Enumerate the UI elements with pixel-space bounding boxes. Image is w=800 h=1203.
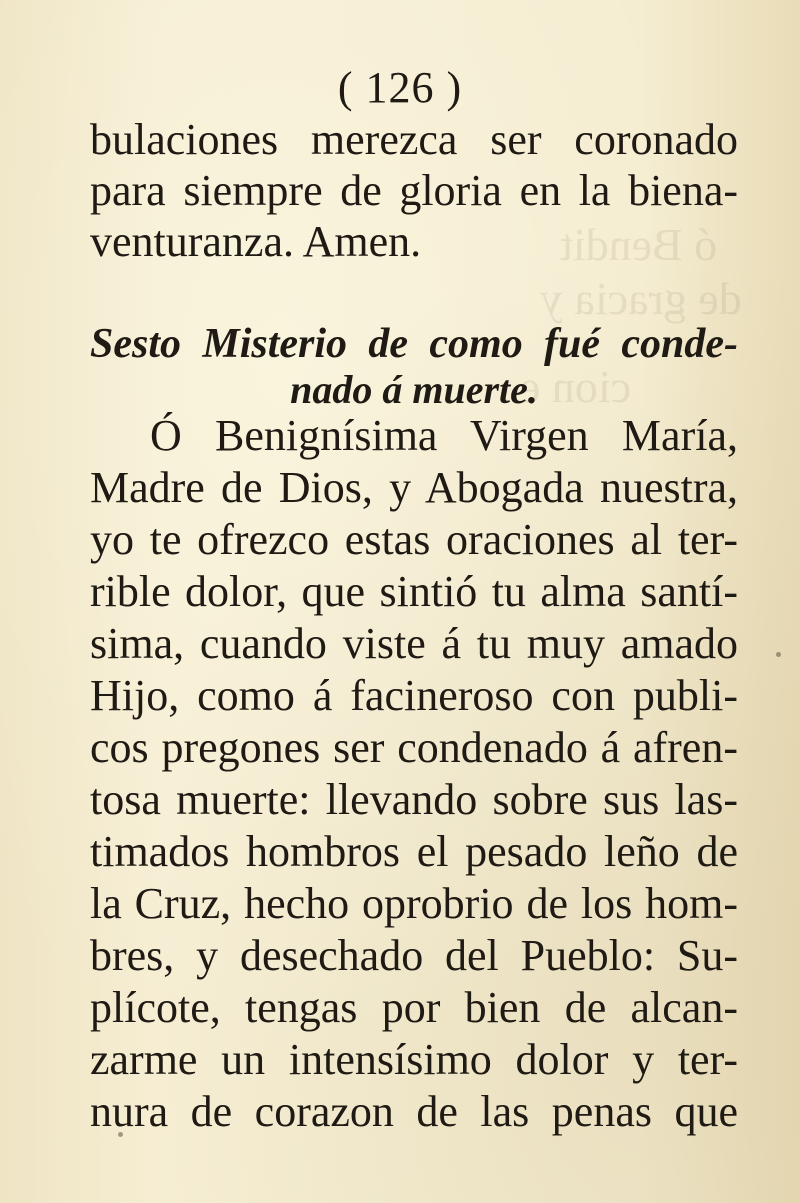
text-line: venturanza. Amen. — [90, 217, 422, 266]
text-line: cos pregones ser condenado á afren- — [90, 723, 738, 772]
text-line: nura de corazon de las penas que — [90, 1087, 738, 1136]
text-line: bulaciones merezca ser coronado — [90, 115, 738, 164]
section-heading: Sesto Misterio de como fué conde- — [90, 321, 738, 367]
show-through-text: cion e — [520, 361, 632, 412]
ink-speck — [776, 652, 781, 657]
text-line: Madre de Dios, y Abogada nuestra, — [90, 463, 738, 512]
text-line: sima, cuando viste á tu muy amado — [90, 619, 738, 668]
show-through-text: de gracia y — [540, 273, 742, 324]
ink-speck — [118, 1132, 123, 1137]
text-line: tosa muerte: llevando sobre sus las- — [90, 775, 738, 824]
text-line: timados hombros el pesado leño de — [90, 827, 738, 876]
text-line: para siempre de gloria en la biena- — [90, 166, 738, 215]
text-line: plícote, tengas por bien de alcan- — [90, 983, 738, 1032]
text-line: Hijo, como á facineroso con publi- — [90, 671, 738, 720]
page-number: ( 126 ) — [337, 63, 463, 112]
text-line: bres, y desechado del Pueblo: Su- — [90, 931, 738, 980]
text-line: yo te ofrezco estas oraciones al ter- — [90, 515, 738, 564]
text-line: zarme un intensísimo dolor y ter- — [90, 1035, 738, 1084]
show-through-text: ó Bendit — [560, 219, 718, 270]
text-line: rible dolor, que sintió tu alma santí- — [90, 567, 738, 616]
section-heading: nado á muerte. — [290, 367, 538, 412]
text-line: la Cruz, hecho oprobrio de los hom- — [90, 879, 738, 928]
text-line: Ó Benignísima Virgen María, — [150, 411, 738, 460]
